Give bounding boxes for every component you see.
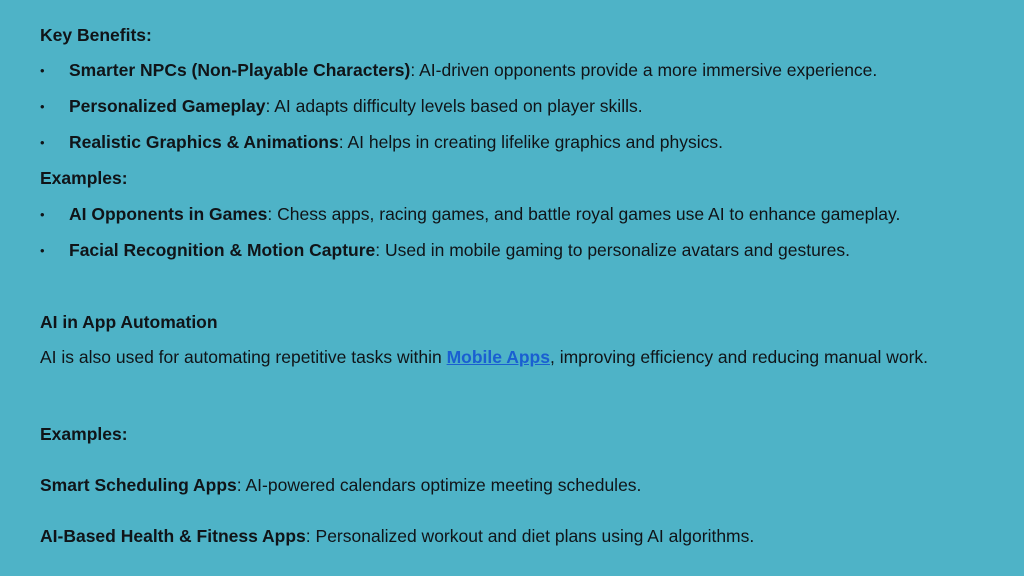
list-item: [40, 238, 988, 263]
examples-heading: Examples:: [40, 424, 128, 444]
bullet-icon: •: [40, 99, 45, 114]
list-item: [40, 58, 988, 83]
item-title: Smarter NPCs (Non-Playable Characters): [69, 60, 411, 80]
item-title: Realistic Graphics & Animations: [69, 132, 339, 152]
examples-heading: Examples:: [40, 168, 128, 188]
item-text: : AI adapts difficulty levels based on player skills.: [265, 96, 643, 116]
item-text: : AI-driven opponents provide a more immersive experience.: [410, 60, 878, 80]
bullet-icon: •: [40, 207, 45, 222]
paragraph-text: , improving efficiency and reducing manual work.: [549, 347, 929, 367]
item-text: : AI-powered calendars optimize meeting schedules.: [236, 475, 642, 495]
item-title: AI Opponents in Games: [69, 204, 268, 224]
key-benefits-heading: Key Benefits:: [40, 25, 152, 45]
bullet-icon: •: [40, 135, 45, 150]
item-text: : Chess apps, racing games, and battle royal games use AI to enhance gameplay.: [267, 204, 901, 224]
list-item: [40, 94, 988, 119]
bullet-icon: •: [40, 243, 45, 258]
automation-paragraph: [40, 345, 988, 370]
bullet-icon: •: [40, 63, 45, 78]
list-item: [40, 130, 988, 155]
ai-app-automation-heading: AI in App Automation: [40, 312, 218, 332]
item-title: AI-Based Health & Fitness Apps: [40, 526, 306, 546]
item-title: Smart Scheduling Apps: [40, 475, 237, 495]
item-text: : AI helps in creating lifelike graphics and physics.: [338, 132, 723, 152]
example-item: [40, 473, 988, 498]
item-title: Personalized Gameplay: [69, 96, 266, 116]
item-text: : Used in mobile gaming to personalize avatars and gestures.: [375, 240, 850, 260]
example-item: [40, 524, 988, 549]
item-title: Facial Recognition & Motion Capture: [69, 240, 376, 260]
list-item: [40, 202, 988, 227]
paragraph-text: AI is also used for automating repetitive tasks within: [40, 347, 447, 367]
mobile-apps-link[interactable]: Mobile Apps: [446, 347, 550, 367]
item-text: : Personalized workout and diet plans using AI algorithms.: [305, 526, 755, 546]
